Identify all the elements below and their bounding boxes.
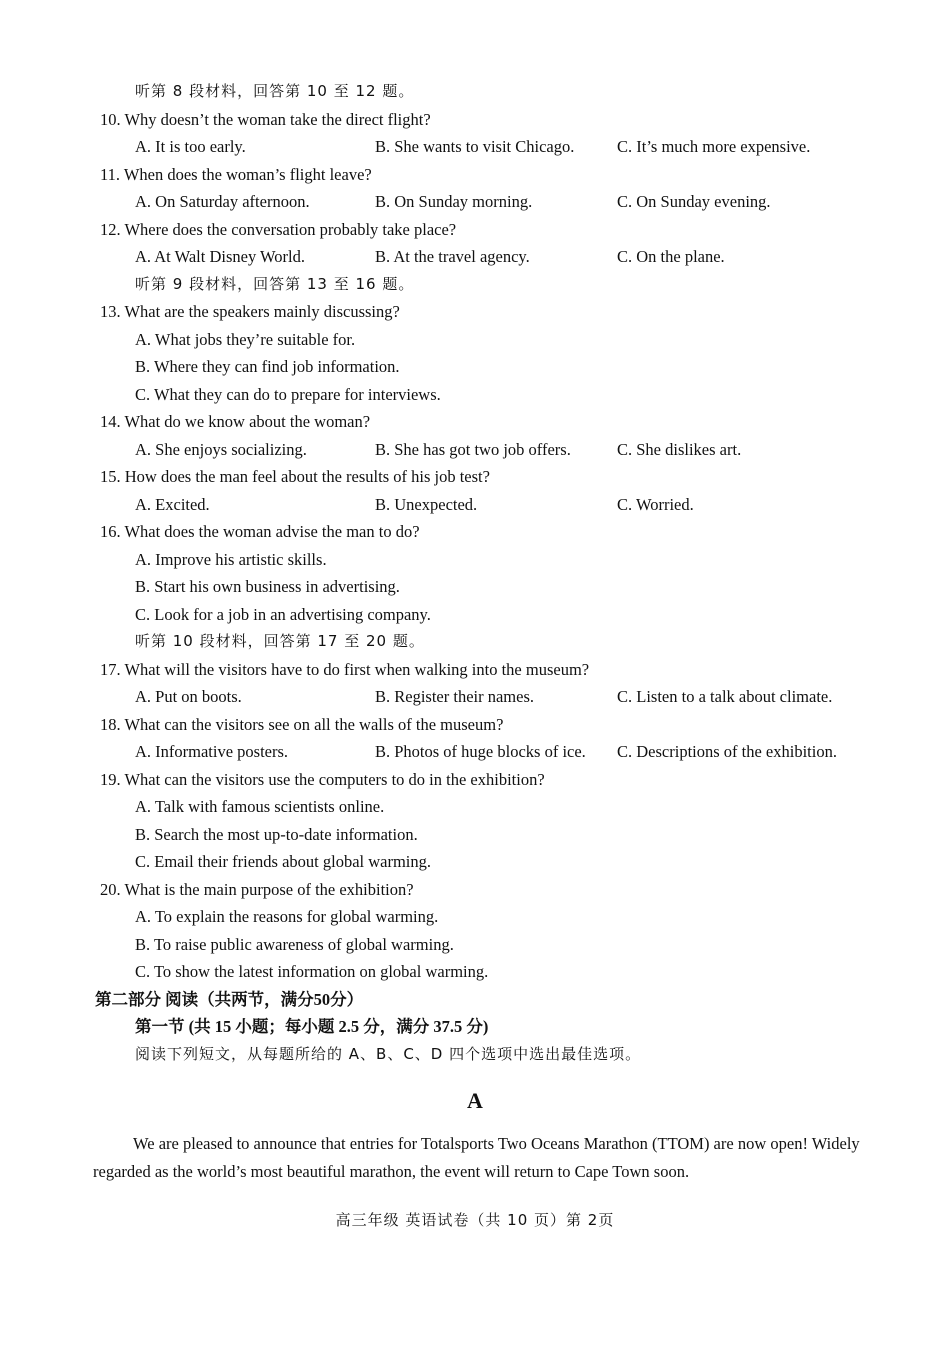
option-text: C. To show the latest information on global warming.	[135, 962, 489, 981]
options-row	[0, 188, 950, 215]
options-row	[0, 133, 950, 160]
option-text: B. To raise public awareness of global warming.	[135, 934, 454, 954]
option-text: A. Talk with famous scientists online.	[135, 797, 385, 816]
intro-text: 听第 10 段材料，回答第 17 至 20 题。	[135, 632, 425, 650]
option-a: A. Informative posters.	[135, 742, 289, 761]
question-line	[0, 711, 950, 738]
option-a: A. It is too early.	[135, 137, 246, 156]
instruction-line	[0, 1041, 950, 1068]
intro-line	[0, 271, 950, 298]
option-a: A. Put on boots.	[135, 687, 242, 706]
option-line	[0, 958, 950, 985]
option-c: C. She dislikes art.	[617, 439, 742, 459]
option-a: A. At Walt Disney World.	[135, 247, 305, 266]
subpart-text: 第一节 (共 15 小题；每小题 2.5 分，满分 37.5 分)	[135, 1017, 489, 1036]
question-text: 15. How does the man feel about the results of his job test?	[100, 467, 490, 486]
option-line	[0, 353, 950, 380]
options-row	[0, 683, 950, 710]
question-line	[0, 656, 950, 683]
option-c: C. Descriptions of the exhibition.	[617, 742, 837, 761]
question-text: 14. What do we know about the woman?	[100, 412, 371, 431]
intro-text: 听第 8 段材料，回答第 10 至 12 题。	[135, 82, 415, 100]
question-text: 18. What can the visitors see on all the walls of the museum?	[100, 714, 504, 734]
question-line	[0, 463, 950, 490]
intro-line	[0, 628, 950, 655]
option-line	[0, 821, 950, 848]
option-line	[0, 903, 950, 930]
option-line	[0, 848, 950, 875]
option-line	[0, 601, 950, 628]
option-text: B. Start his own business in advertising.	[135, 577, 400, 596]
question-text: 11. When does the woman’s flight leave?	[100, 164, 372, 184]
option-b: B. On Sunday morning.	[375, 192, 533, 211]
instruction-text: 阅读下列短文，从每题所给的 A、B、C、D 四个选项中选出最佳选项。	[135, 1044, 642, 1063]
part-text: 第二部分 阅读（共两节，满分50分）	[95, 989, 364, 1009]
option-c: C. It’s much more expensive.	[617, 137, 811, 156]
question-line	[0, 298, 950, 325]
option-b: B. Photos of huge blocks of ice.	[375, 742, 586, 761]
question-line	[0, 216, 950, 243]
option-b: B. She wants to visit Chicago.	[375, 137, 575, 156]
option-text: C. Look for a job in an advertising company.	[135, 604, 431, 624]
options-row	[0, 436, 950, 463]
page-footer: 高三年级 英语试卷（共 10 页）第 2页	[335, 1211, 615, 1229]
option-c: C. Worried.	[617, 494, 694, 514]
option-line	[0, 546, 950, 573]
option-b: B. She has got two job offers.	[375, 439, 571, 459]
passage-paragraph: We are pleased to announce that entries for Totalsports Two Oceans Marathon (TTOM) are now open! Widely regarded as the world’s most beautiful marathon, the event will return to Cape Town soon.	[93, 1134, 860, 1181]
question-line	[0, 876, 950, 903]
option-c: C. On Sunday evening.	[617, 192, 771, 211]
question-line	[0, 766, 950, 793]
intro-line	[0, 78, 950, 105]
option-text: A. To explain the reasons for global warming.	[135, 907, 439, 926]
intro-text: 听第 9 段材料，回答第 13 至 16 题。	[135, 274, 415, 293]
option-line	[0, 573, 950, 600]
question-text: 13. What are the speakers mainly discussing?	[100, 302, 400, 321]
option-b: B. Register their names.	[375, 687, 535, 706]
option-b: B. At the travel agency.	[375, 247, 530, 266]
option-a: A. Excited.	[135, 494, 210, 514]
option-c: C. On the plane.	[617, 247, 725, 266]
option-text: C. Email their friends about global warming.	[135, 852, 432, 871]
options-row	[0, 243, 950, 270]
question-text: 12. Where does the conversation probably take place?	[100, 219, 457, 239]
option-a: A. On Saturday afternoon.	[135, 192, 310, 211]
question-line	[0, 518, 950, 545]
option-line	[0, 931, 950, 958]
question-text: 10. Why doesn’t the woman take the direct flight?	[100, 109, 431, 129]
option-b: B. Unexpected.	[375, 494, 478, 514]
option-text: B. Where they can find job information.	[135, 357, 400, 376]
question-text: 19. What can the visitors use the computers to do in the exhibition?	[100, 769, 545, 789]
passage-heading: A	[467, 1088, 483, 1113]
options-row	[0, 738, 950, 765]
question-text: 16. What does the woman advise the man to do?	[100, 522, 420, 541]
option-text: A. What jobs they’re suitable for.	[135, 329, 356, 349]
question-line	[0, 161, 950, 188]
question-line	[0, 106, 950, 133]
option-line	[0, 326, 950, 353]
question-text: 17. What will the visitors have to do first when walking into the museum?	[100, 659, 590, 679]
option-text: B. Search the most up-to-date information.	[135, 824, 418, 844]
option-line	[0, 793, 950, 820]
question-text: 20. What is the main purpose of the exhibition?	[100, 879, 414, 899]
part-line	[0, 986, 950, 1013]
question-line	[0, 408, 950, 435]
option-c: C. Listen to a talk about climate.	[617, 687, 833, 706]
option-text: C. What they can do to prepare for interviews.	[135, 384, 441, 404]
subpart-line	[0, 1013, 950, 1040]
options-row	[0, 491, 950, 518]
option-text: A. Improve his artistic skills.	[135, 549, 327, 569]
option-line	[0, 381, 950, 408]
option-a: A. She enjoys socializing.	[135, 439, 307, 459]
